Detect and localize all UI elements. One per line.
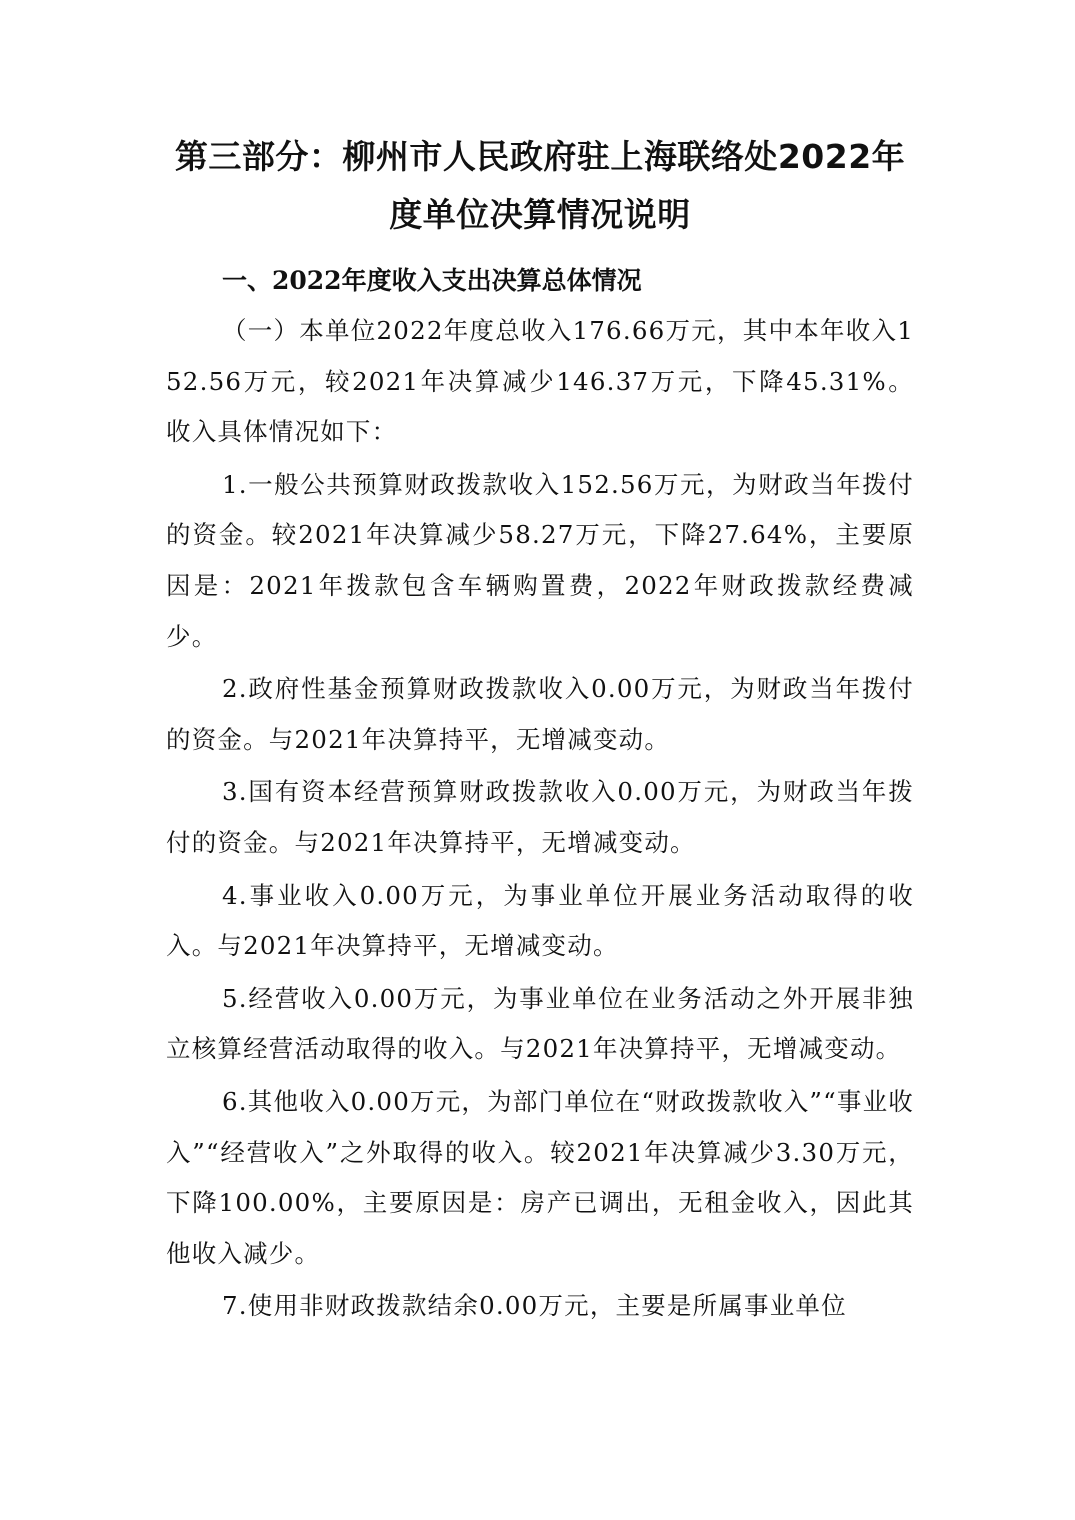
paragraph-other-income: 6.其他收入0.00万元，为部门单位在“财政拨款收入”“事业收入”“经营收入”之外取得的收入。较2021年决算减少3.30万元，下降100.00%，主要原因是：房产已调出，无租金收入，因此其他收入减少。 xyxy=(166,1086,914,1268)
paragraph-general-budget: 1.一般公共预算财政拨款收入152.56万元，为财政当年拨付的资金。较2021年决算减少58.27万元，下降27.64%，主要原因是：2021年拨款包含车辆购置费，2022年财政拨款经费减少。 xyxy=(166,469,914,651)
paragraph-non-fiscal-balance: 7.使用非财政拨款结余0.00万元，主要是所属事业单位 xyxy=(222,1291,847,1321)
document-body xyxy=(166,128,914,1334)
paragraph-state-capital: 3.国有资本经营预算财政拨款收入0.00万元，为财政当年拨付的资金。与2021年决算持平，无增减变动。 xyxy=(166,777,914,857)
paragraph-total-income: （一）本单位2022年度总收入176.66万元，其中本年收入152.56万元，较2021年决算减少146.37万元，下降45.31%。收入具体情况如下： xyxy=(166,316,914,447)
section-heading: 一、2022年度收入支出决算总体情况 xyxy=(222,266,642,295)
paragraph-business-income: 4.事业收入0.00万元，为事业单位开展业务活动取得的收入。与2021年决算持平，无增减变动。 xyxy=(166,880,914,961)
paragraph-operating-income: 5.经营收入0.00万元，为事业单位在业务活动之外开展非独立核算经营活动取得的收入。与2021年决算持平，无增减变动。 xyxy=(166,983,914,1064)
document-title: 第三部分：柳州市人民政府驻上海联络处2022年度单位决算情况说明 xyxy=(174,137,906,234)
paragraph-government-fund: 2.政府性基金预算财政拨款收入0.00万元，为财政当年拨付的资金。与2021年决算持平，无增减变动。 xyxy=(166,674,914,754)
